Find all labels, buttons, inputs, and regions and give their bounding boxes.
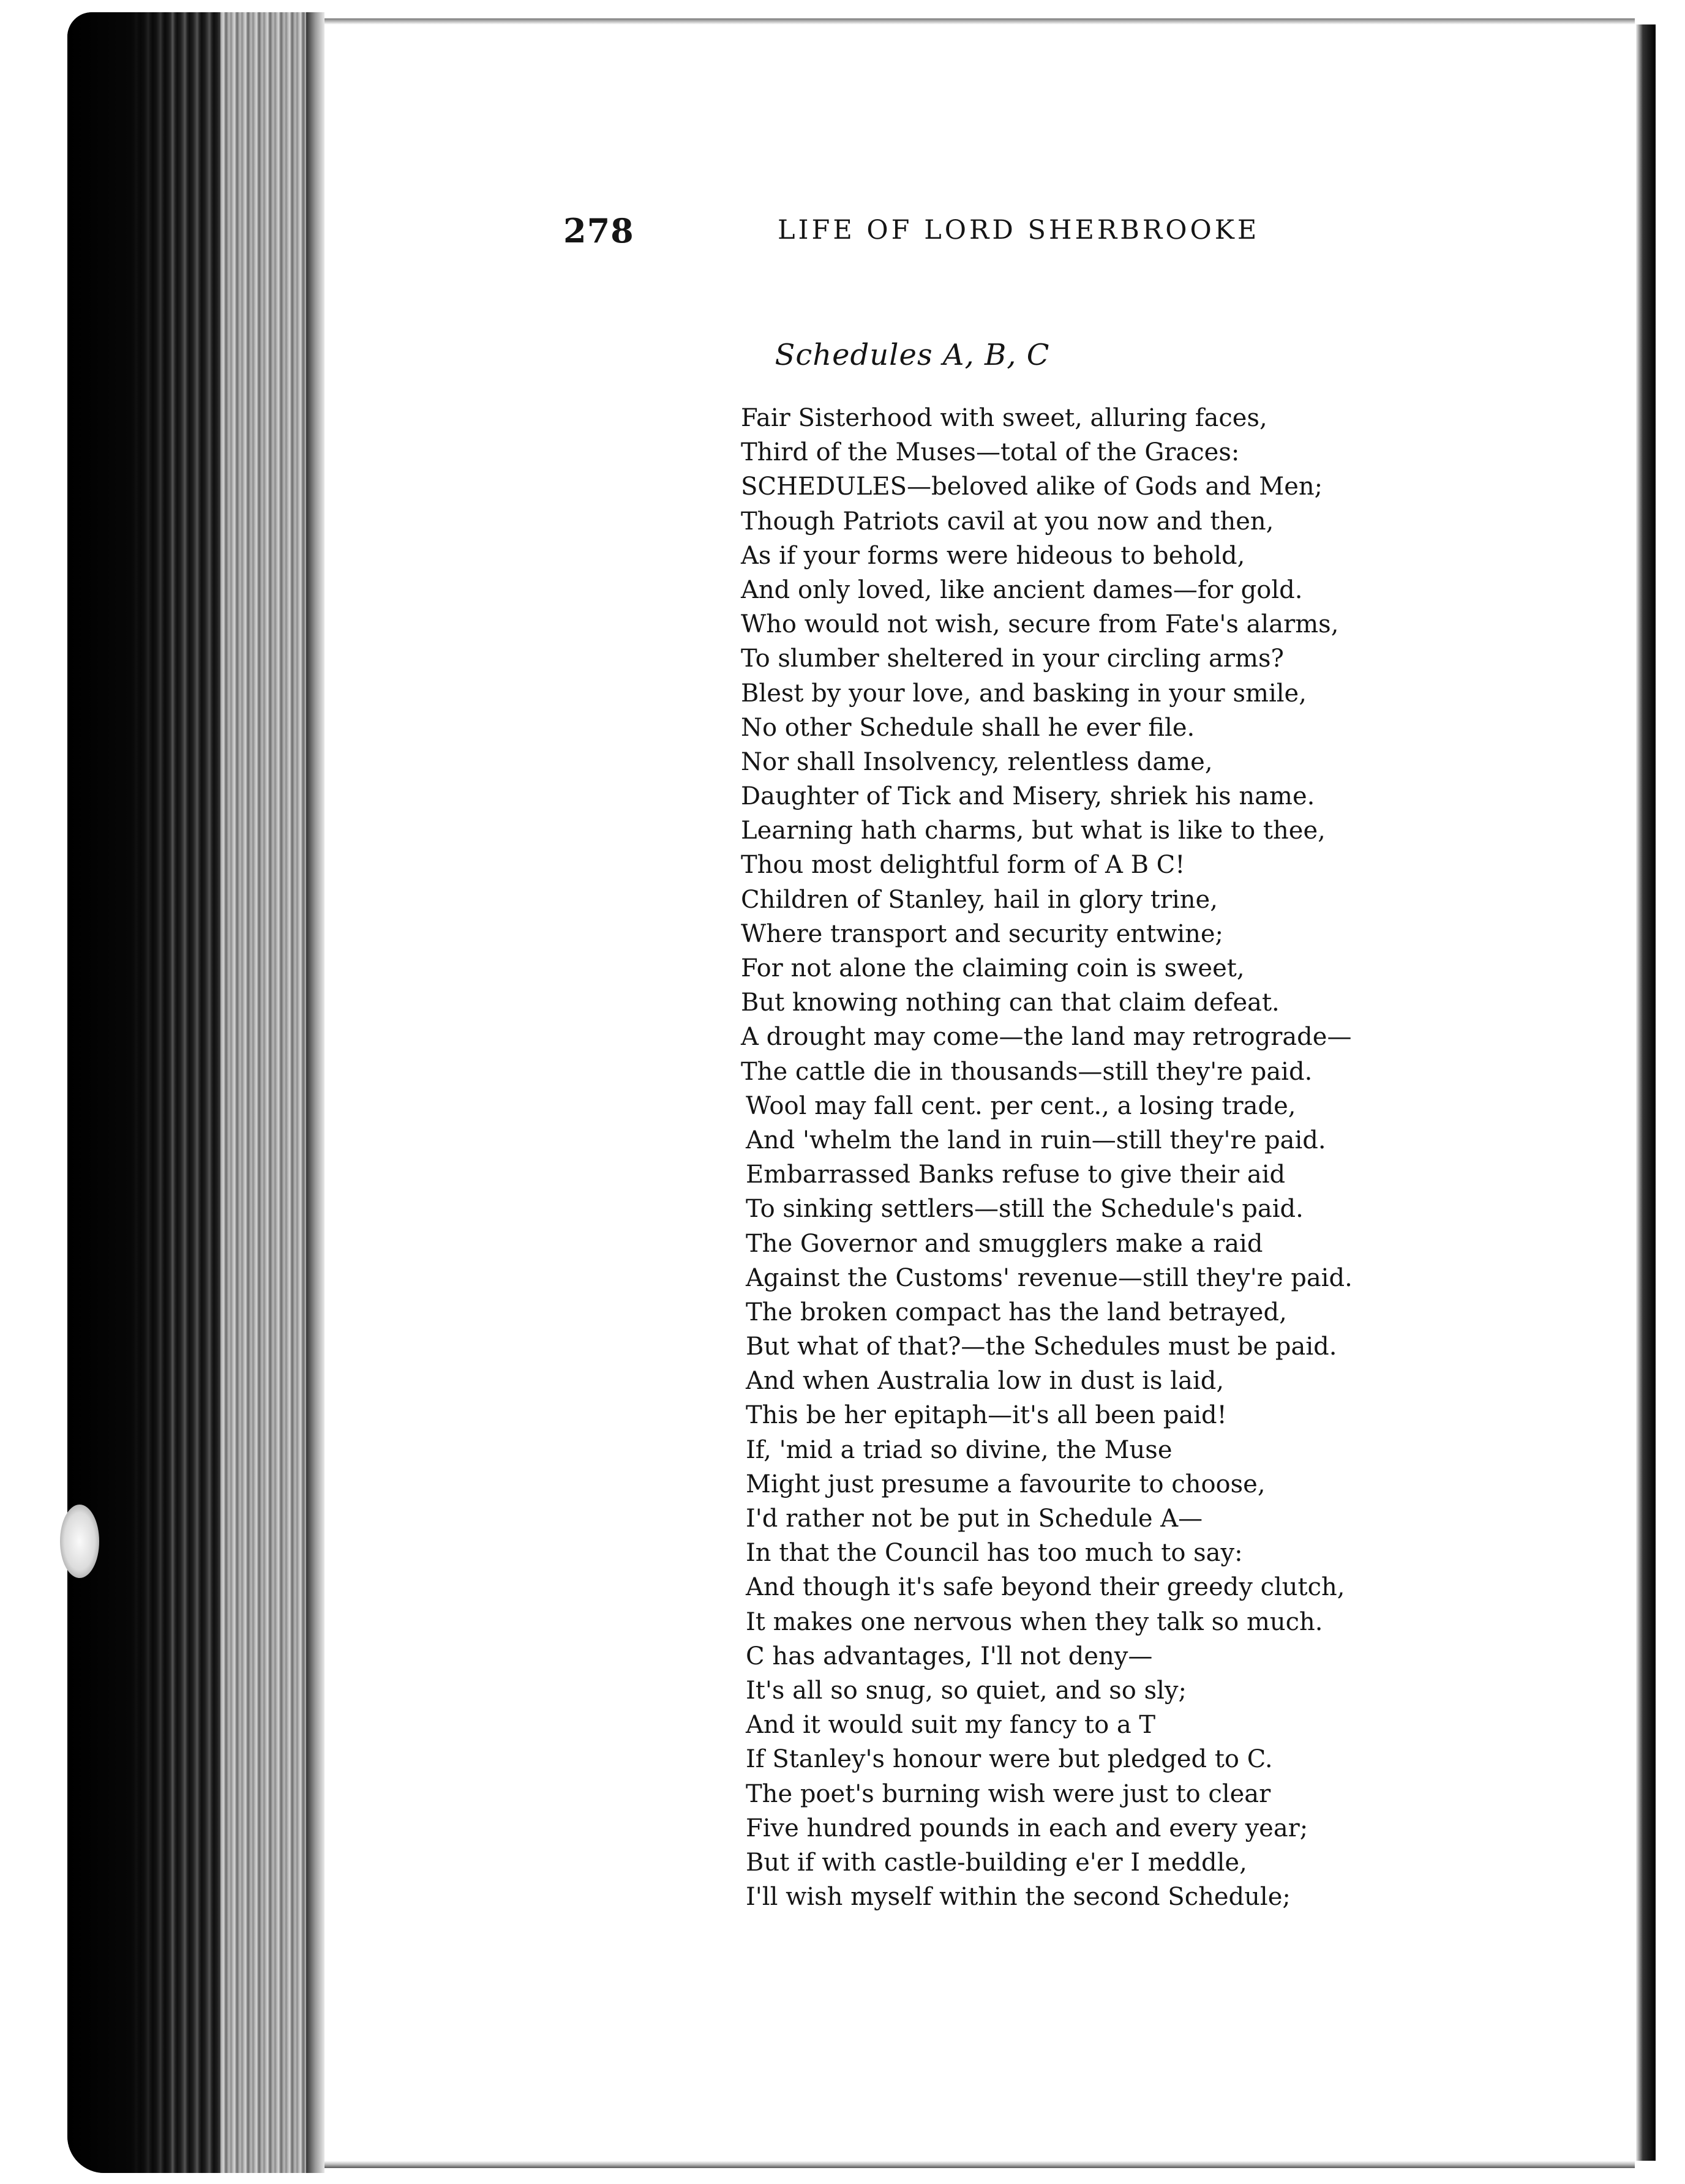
poem-line: To slumber sheltered in your circling arms? <box>741 645 1284 673</box>
poem-line: A drought may come—the land may retrograde— <box>741 1023 1352 1052</box>
poem-line: Might just presume a favourite to choose, <box>746 1470 1266 1498</box>
page-fold-shadow <box>306 12 325 2173</box>
poem-line: To sinking settlers—still the Schedule's paid. <box>746 1195 1304 1224</box>
poem-line: SCHEDULES—beloved alike of Gods and Men; <box>741 473 1323 501</box>
poem-line: The cattle die in thousands—still they're paid. <box>741 1057 1313 1086</box>
poem-line: And it would suit my fancy to a T <box>746 1711 1156 1740</box>
poem-line: Fair Sisterhood with sweet, alluring faces, <box>741 404 1267 432</box>
poem-title: Schedules A, B, C <box>775 338 1050 372</box>
paper-blemish <box>60 1505 99 1578</box>
poem-line: Who would not wish, secure from Fate's alarms, <box>741 610 1339 639</box>
poem-line: The poet's burning wish were just to clear <box>746 1779 1271 1808</box>
poem-line: For not alone the claiming coin is sweet, <box>741 954 1245 982</box>
poem-line: No other Schedule shall he ever file. <box>741 713 1195 742</box>
page-bottom-edge <box>325 2161 1635 2168</box>
page-header <box>563 211 1274 254</box>
poem-line: Embarrassed Banks refuse to give their aid <box>746 1161 1286 1189</box>
poem-line: Thou most delightful form of A B C! <box>741 851 1185 880</box>
poem-line: Wool may fall cent. per cent., a losing trade, <box>746 1091 1296 1120</box>
poem-line: The broken compact has the land betrayed, <box>746 1298 1287 1326</box>
poem-line: Third of the Muses—total of the Graces: <box>741 438 1240 467</box>
poem-line: The Governor and smugglers make a raid <box>746 1229 1263 1258</box>
poem-line: Learning hath charms, but what is like to thee, <box>741 817 1326 845</box>
poem-line: Five hundred pounds in each and every year; <box>746 1814 1308 1842</box>
poem-line: Nor shall Insolvency, relentless dame, <box>741 747 1213 776</box>
poem-line: C has advantages, I'll not deny— <box>746 1642 1153 1670</box>
poem-line: Children of Stanley, hail in glory trine, <box>741 885 1218 914</box>
poem-line: Blest by your love, and basking in your smile, <box>741 679 1307 708</box>
poem-line: But if with castle-building e'er I meddle, <box>746 1848 1247 1877</box>
poem-line: But knowing nothing can that claim defeat. <box>741 989 1280 1017</box>
book-cover-shadow <box>67 12 171 2173</box>
poem-line: Against the Customs' revenue—still they're paid. <box>746 1263 1353 1292</box>
poem-line: Though Patriots cavil at you now and then, <box>741 507 1274 536</box>
poem-line: And 'whelm the land in ruin—still they're paid. <box>746 1126 1326 1154</box>
poem-line: Daughter of Tick and Misery, shriek his name. <box>741 782 1315 811</box>
poem-line: And only loved, like ancient dames—for gold. <box>741 575 1303 604</box>
poem-line: If, 'mid a triad so divine, the Muse <box>746 1435 1173 1464</box>
poem-line: I'd rather not be put in Schedule A— <box>746 1505 1203 1533</box>
poem-line: But what of that?—the Schedules must be paid. <box>746 1333 1337 1361</box>
page-number: 278 <box>563 211 634 250</box>
poem-line: It's all so snug, so quiet, and so sly; <box>746 1676 1187 1705</box>
poem-line: If Stanley's honour were but pledged to C. <box>746 1745 1273 1774</box>
poem-body <box>741 401 1414 1914</box>
running-head: LIFE OF LORD SHERBROOKE <box>778 215 1260 245</box>
poem-line: In that the Council has too much to say: <box>746 1539 1243 1568</box>
poem-line: And when Australia low in dust is laid, <box>746 1367 1225 1396</box>
poem-line: It makes one nervous when they talk so much. <box>746 1607 1323 1636</box>
poem-line: As if your forms were hideous to behold, <box>741 541 1245 570</box>
right-binding-edge <box>1636 24 1656 2161</box>
poem-line: And though it's safe beyond their greedy clutch, <box>746 1573 1345 1602</box>
poem-line: Where transport and security entwine; <box>741 919 1224 948</box>
page-top-edge <box>325 18 1635 24</box>
poem-line: I'll wish myself within the second Schedule; <box>746 1883 1291 1912</box>
poem-line: This be her epitaph—it's all been paid! <box>746 1401 1227 1430</box>
